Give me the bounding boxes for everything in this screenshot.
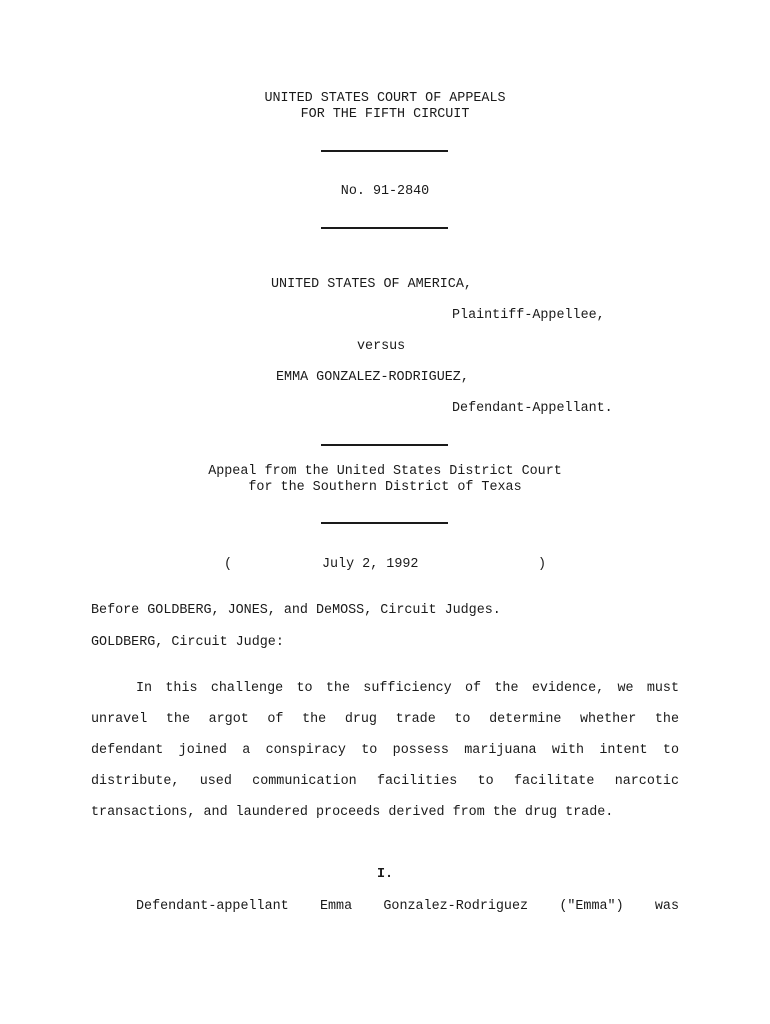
paragraph-line: In this challenge to the sufficiency of the evidence, we must [136,681,679,696]
divider-rule [321,150,448,152]
panel-judges: Before GOLDBERG, JONES, and DeMOSS, Circuit Judges. [91,603,501,618]
appeal-line-1: Appeal from the United States District Court [208,464,562,479]
date-close-paren: ) [538,557,547,572]
divider-rule [321,227,448,229]
paragraph-line: transactions, and laundered proceeds derived from the drug trade. [91,805,614,820]
appeal-line-2: for the Southern District of Texas [248,480,522,495]
versus-label: versus [357,339,406,354]
paragraph-line: distribute, used communication facilities to facilitate narcotic [91,774,679,789]
opinion-author: GOLDBERG, Circuit Judge: [91,635,284,650]
decision-date: July 2, 1992 [322,557,419,572]
date-open-paren: ( [224,557,233,572]
section-heading: I. [376,867,394,882]
paragraph-line: unravel the argot of the drug trade to determine whether the [91,712,679,727]
defendant-role: Defendant-Appellant. [452,401,613,416]
court-title-line-1: UNITED STATES COURT OF APPEALS [264,91,506,106]
divider-rule [321,444,448,446]
plaintiff-name: UNITED STATES OF AMERICA, [271,277,472,292]
case-number: No. 91-2840 [340,184,430,199]
plaintiff-role: Plaintiff-Appellee, [452,308,605,323]
court-title-line-2: FOR THE FIFTH CIRCUIT [300,107,470,122]
paragraph-line: defendant joined a conspiracy to possess marijuana with intent to [91,743,679,758]
divider-rule [321,522,448,524]
section-first-line: Defendant-appellant Emma Gonzalez-Rodriguez ("Emma") was [136,899,679,914]
defendant-name: EMMA GONZALEZ-RODRIGUEZ, [276,370,469,385]
